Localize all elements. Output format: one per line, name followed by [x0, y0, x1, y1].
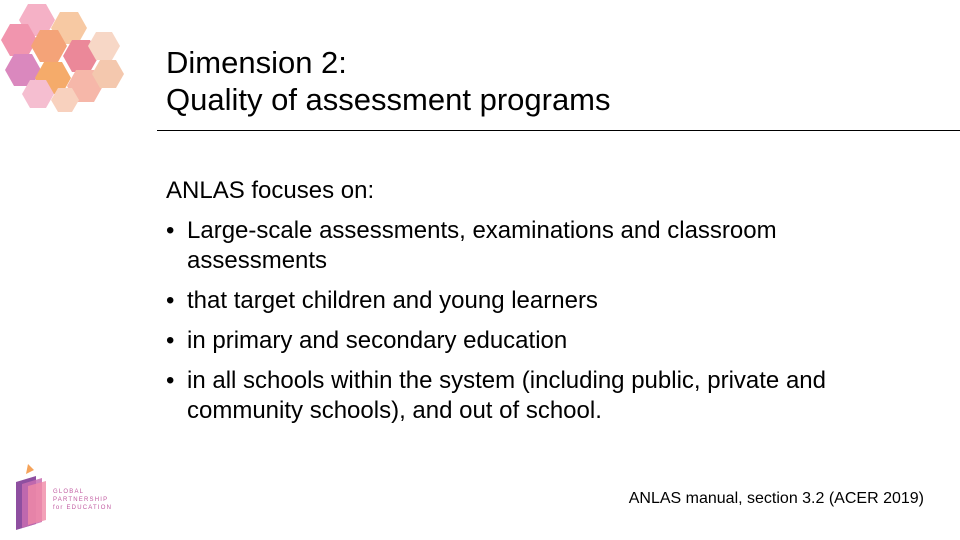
slide-title	[166, 44, 611, 118]
bullet-text: that target children and young learners	[187, 287, 598, 314]
bullet-symbol: •	[166, 367, 175, 394]
bullet-text: in all schools within the system (including public, private and community schools), and out of school.	[187, 367, 826, 424]
bullet-item	[166, 366, 906, 426]
bullet-symbol: •	[166, 327, 175, 354]
bullet-symbol: •	[166, 217, 175, 244]
intro-text: ANLAS focuses on:	[166, 177, 375, 204]
bullet-item	[166, 286, 906, 316]
title-divider	[157, 130, 960, 131]
hexagon-decoration	[0, 0, 130, 115]
bullet-item	[166, 326, 906, 356]
slide-body	[166, 176, 906, 436]
logo-line-1: GLOBAL	[53, 489, 85, 495]
title-line-1: Dimension 2:	[166, 45, 347, 80]
bullet-list	[166, 216, 906, 426]
logo-line-3: for EDUCATION	[53, 505, 113, 511]
bullet-text: Large-scale assessments, examinations and classroom assessments	[187, 217, 777, 274]
bullet-text: in primary and secondary education	[187, 327, 568, 354]
gpe-logo-icon	[12, 464, 50, 532]
bullet-symbol: •	[166, 287, 175, 314]
gpe-logo-text	[53, 488, 112, 512]
bullet-item	[166, 216, 906, 276]
title-line-2: Quality of assessment programs	[166, 82, 611, 117]
logo-line-2: PARTNERSHIP	[53, 497, 109, 503]
citation: ANLAS manual, section 3.2 (ACER 2019)	[628, 490, 924, 507]
